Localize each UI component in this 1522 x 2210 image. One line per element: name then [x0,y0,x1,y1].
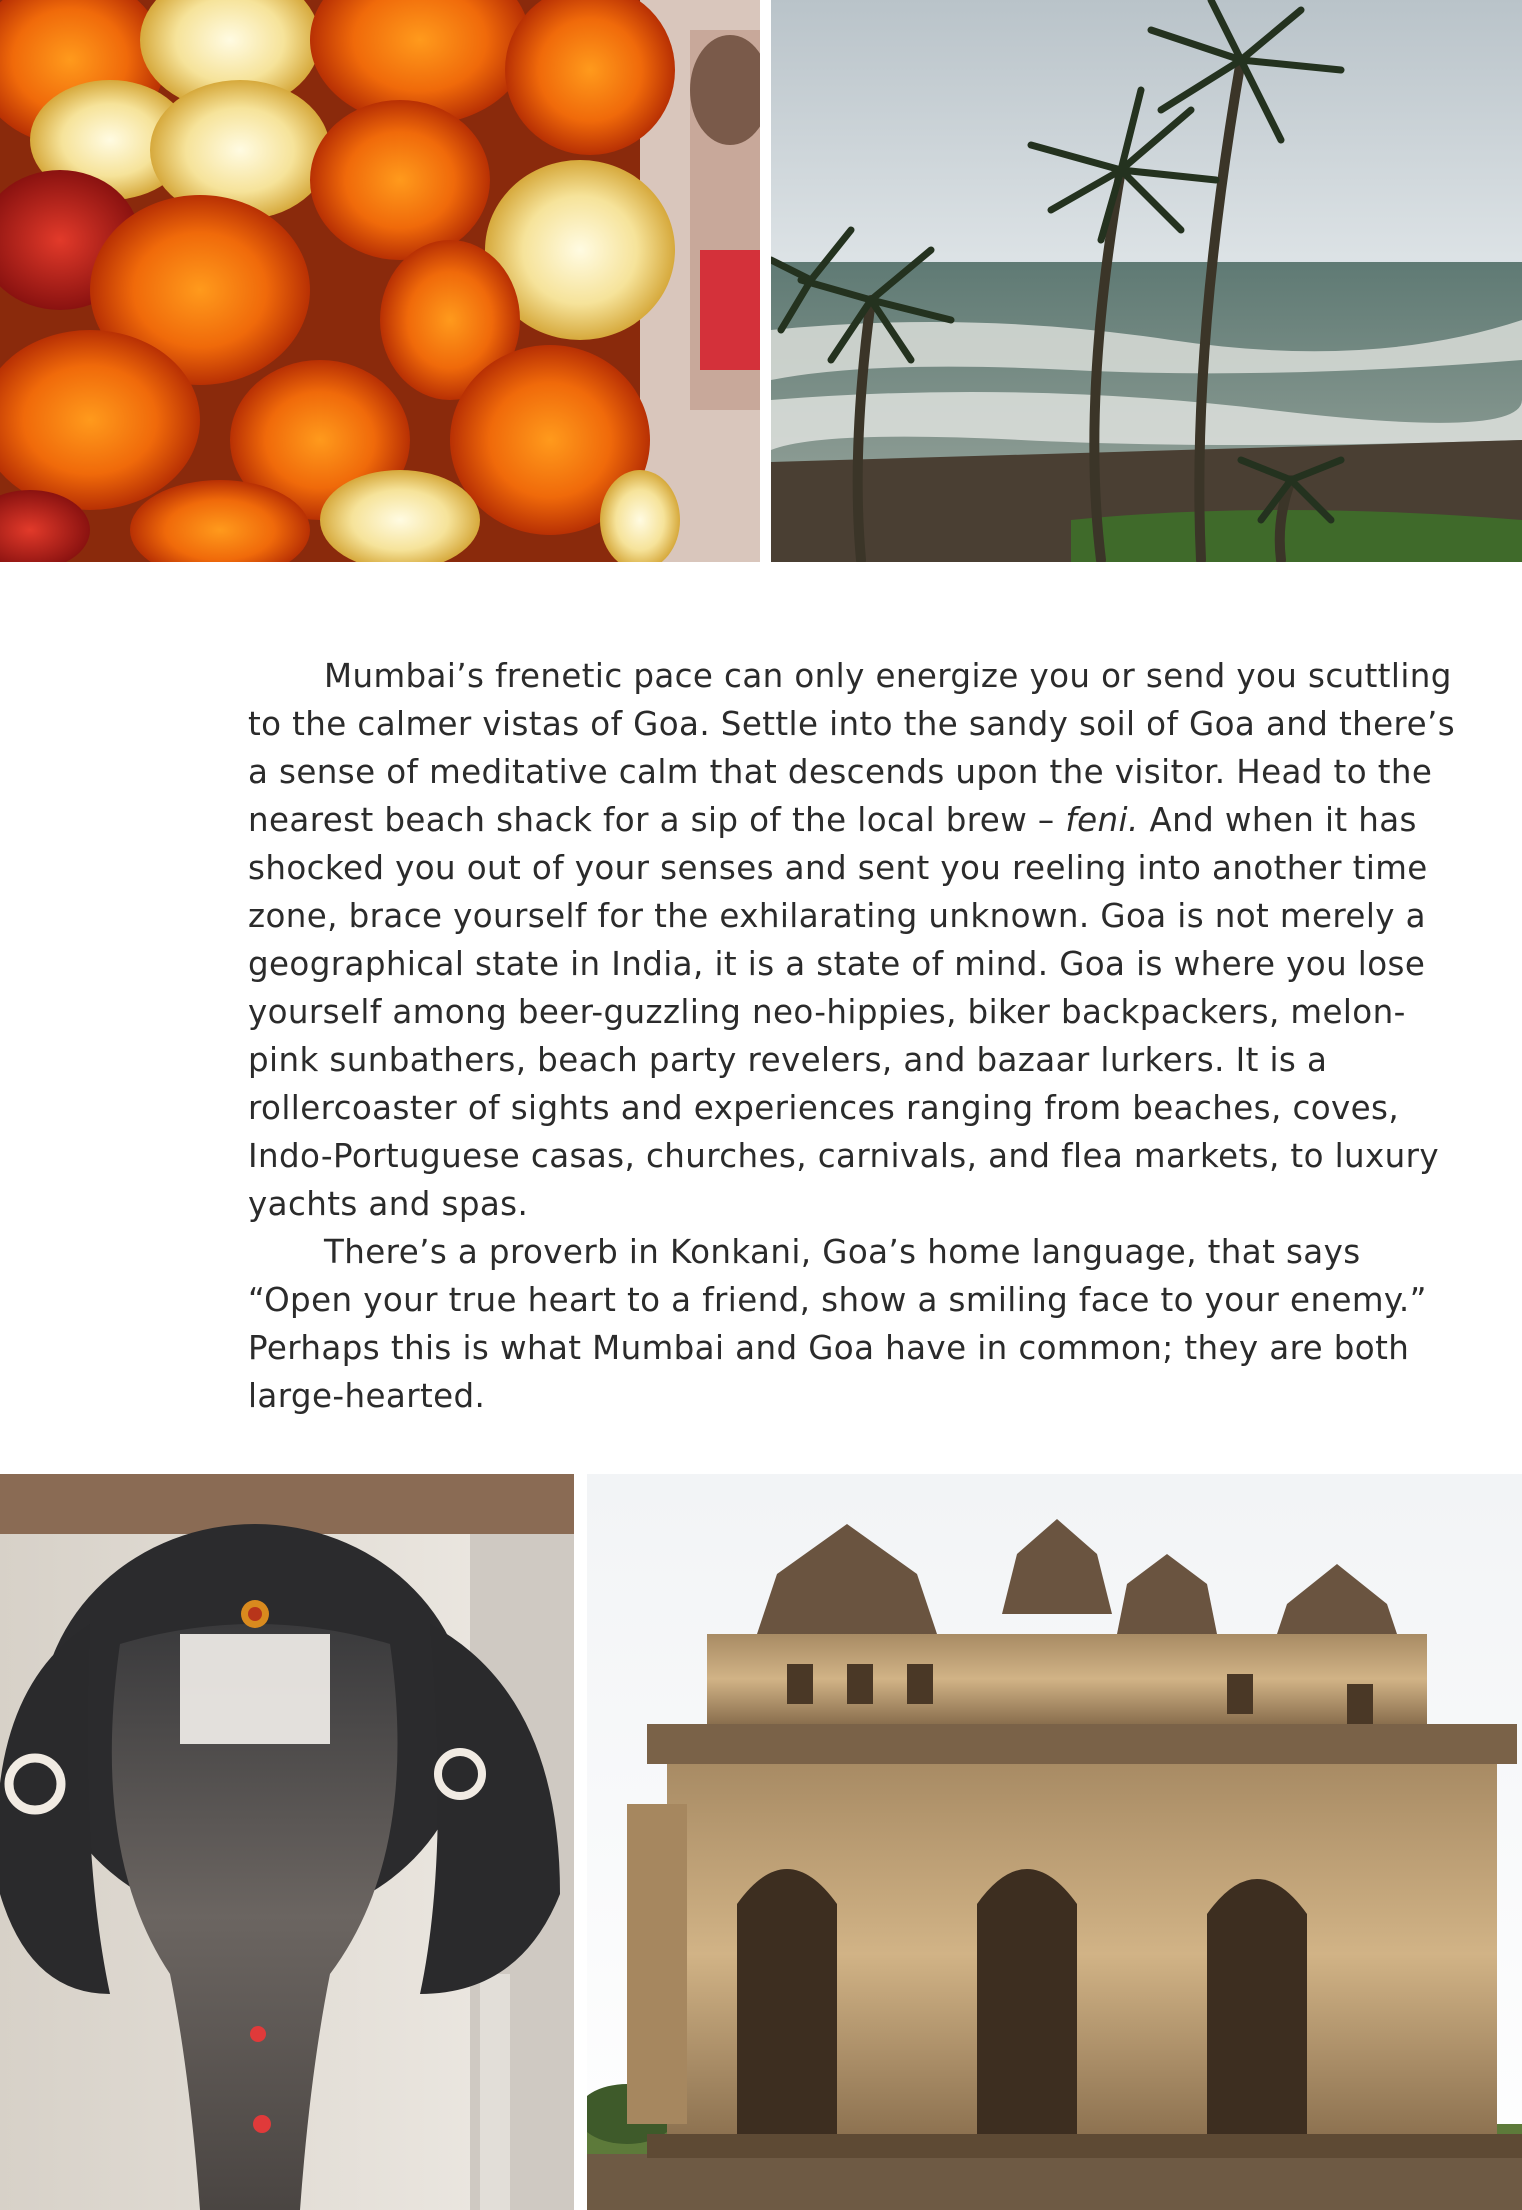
paragraph-1-text-start: Mumbai’s frenetic pace can only energize you or send you scuttling to the calmer vistas of Goa. Settle into the sandy soil of Goa and there’s a sense of meditative calm that descends upon the visitor. Head to the nearest beach shack for a sip of the local brew – [248,657,1456,839]
article-body [248,652,1458,1420]
lotus-mahal-temple-photo [587,1474,1522,2210]
goa-coast-palms-photo [771,0,1522,562]
article-paragraph-1 [248,652,1458,1228]
paragraph-1-text-end: And when it has shocked you out of your senses and sent you reeling into another time zone, brace yourself for the exhilarating unknown. Goa is not merely a geographical state in India, it is a state of mind. Goa is where you lose yourself among beer-guzzling neo-hippies, biker backpackers, melon-pink sunbathers, beach party revelers, and bazaar lurkers. It is a rollercoaster of sights and experiences ranging from beaches, coves, Indo-Portuguese casas, churches, carnivals, and flea markets, to luxury yachts and spas. [248,801,1440,1223]
marigold-garland-photo [0,0,760,562]
temple-elephant-photo [0,1474,574,2210]
feni-term: feni. [1065,801,1139,839]
article-paragraph-2: There’s a proverb in Konkani, Goa’s home language, that says “Open your true heart to a friend, show a smiling face to your enemy.” Perhaps this is what Mumbai and Goa have in common; they are both large-hearted. [248,1233,1427,1415]
